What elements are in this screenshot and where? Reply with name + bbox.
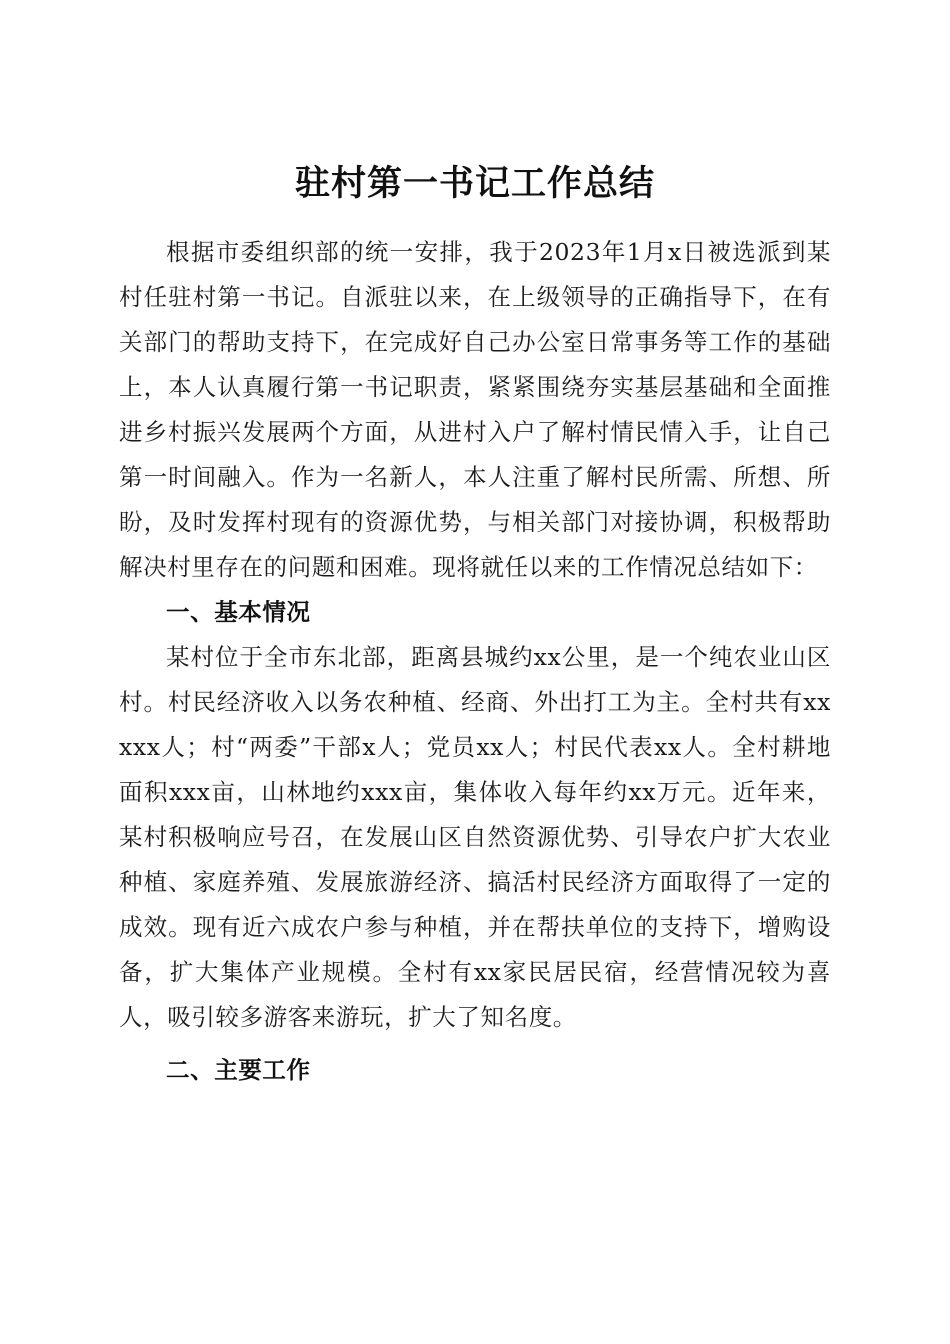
- section-heading-main-work: 二、主要工作: [166, 1056, 311, 1084]
- document-title: 驻村第一书记工作总结: [294, 163, 655, 205]
- document-body: [119, 230, 831, 1093]
- basic-situation-paragraph: 某村位于全市东北部，距离县城约xx公里，是一个纯农业山区村。村民经济收入以务农种植、经商、外出打工为主。全村共有xxxxx人；村“两委”干部x人；党员xx人；村民代表xx人。全村耕地面积xxx亩，山林地约xxx亩，集体收入每年约xx万元。近年来，某村积极响应号召，在发展山区自然资源优势、引导农户扩大农业种植、家庭养殖、发展旅游经济、搞活村民经济方面取得了一定的成效。现有近六成农户参与种植，并在帮扶单位的支持下，增购设备，扩大集体产业规模。全村有xx家民居民宿，经营情况较为喜人，吸引较多游客来游玩，扩大了知名度。: [119, 643, 831, 1031]
- section-heading-basic-situation: 一、基本情况: [166, 598, 311, 626]
- intro-paragraph: 根据市委组织部的统一安排，我于2023年1月x日被选派到某村任驻村第一书记。自派驻以来，在上级领导的正确指导下，在有关部门的帮助支持下，在完成好自己办公室日常事务等工作的基础上，本人认真履行第一书记职责，紧紧围绕夯实基层基础和全面推进乡村振兴发展两个方面，从进村入户了解村情民情入手，让自己第一时间融入。作为一名新人，本人注重了解村民所需、所想、所盼，及时发挥村现有的资源优势，与相关部门对接协调，积极帮助解决村里存在的问题和困难。现将就任以来的工作情况总结如下：: [119, 238, 831, 581]
